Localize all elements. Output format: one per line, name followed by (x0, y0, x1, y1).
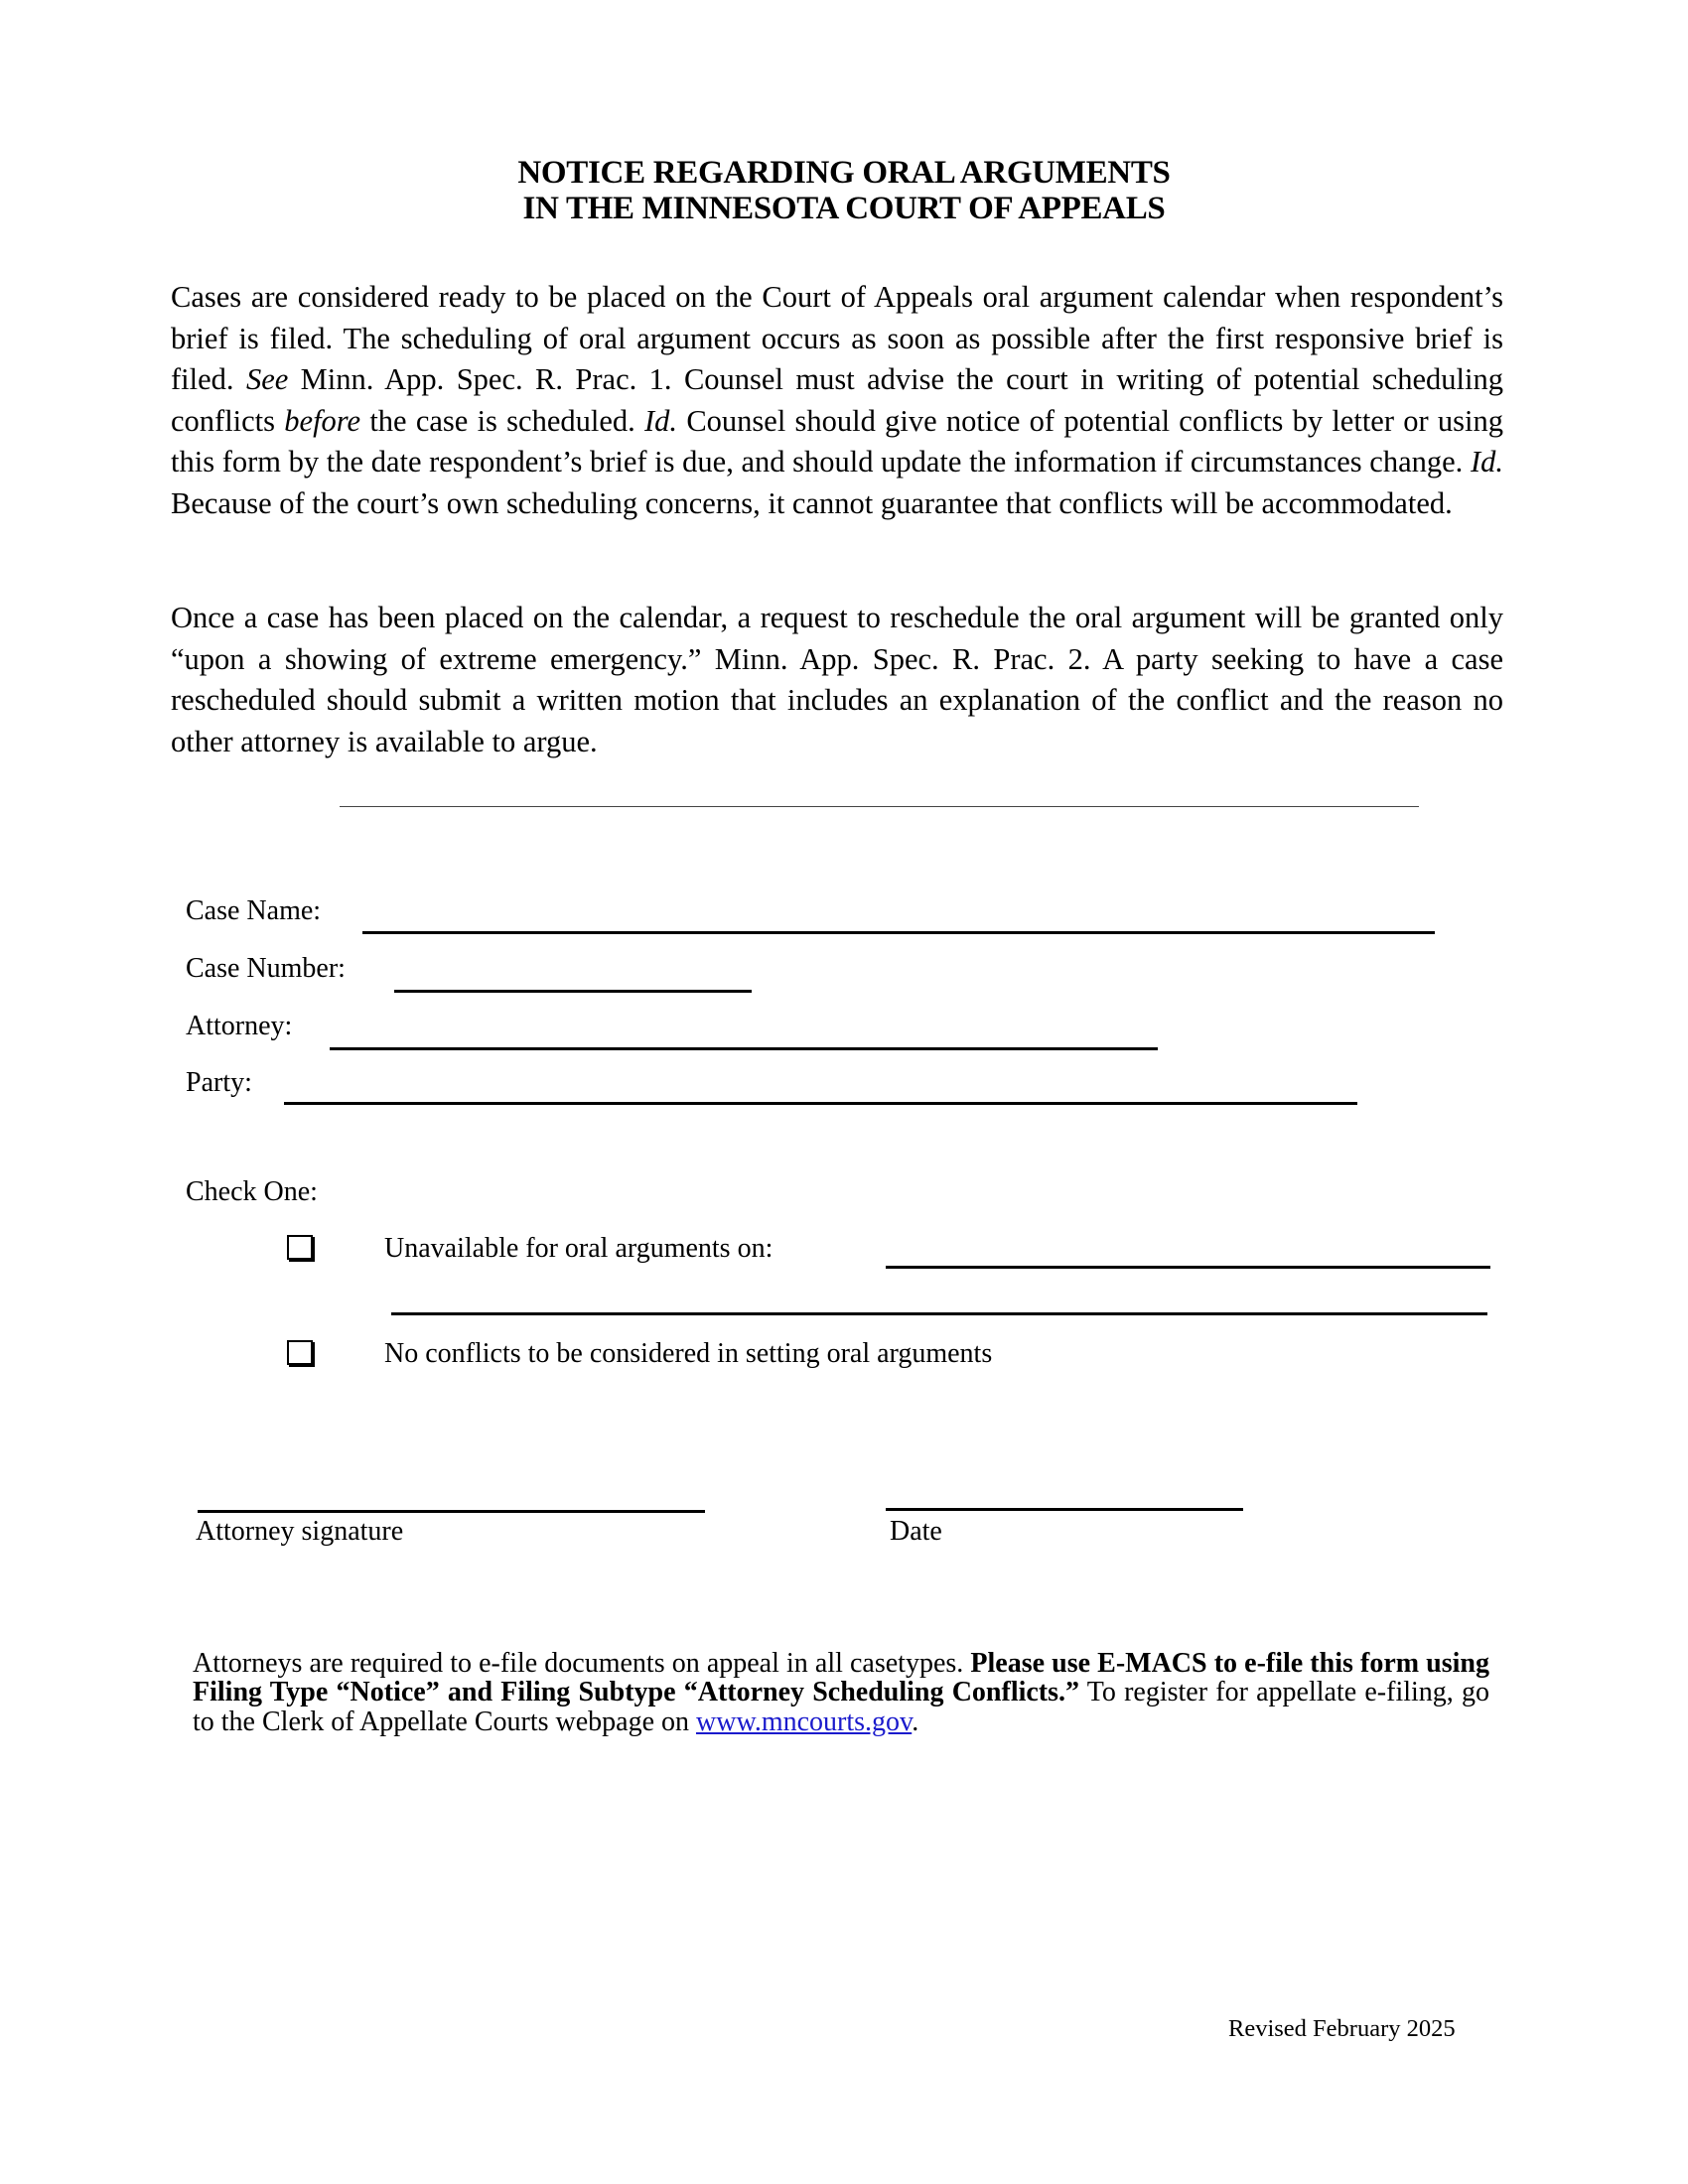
revision-note: Revised February 2025 (1228, 2015, 1456, 2042)
unavailable-dates-field[interactable] (886, 1266, 1490, 1269)
efile-instructions (193, 1649, 1489, 1736)
date-field[interactable] (886, 1508, 1243, 1511)
italic-before: before (284, 403, 361, 438)
case-name-label: Case Name: (186, 895, 322, 926)
no-conflicts-label: No conflicts to be considered in setting oral arguments (384, 1338, 993, 1369)
party-field[interactable] (284, 1102, 1357, 1105)
text-span: Minn. App. Spec. R. Prac. 1. Counsel must advise the court in writing of potential scheduling conflicts (171, 362, 1503, 438)
attorney-field[interactable] (330, 1047, 1158, 1050)
attorney-signature-field[interactable] (198, 1510, 705, 1513)
page-title (0, 155, 1688, 226)
text-span: Attorneys are required to e-file documents on appeal in all casetypes. (193, 1648, 971, 1679)
party-label: Party: (186, 1067, 252, 1098)
date-label: Date (890, 1516, 942, 1547)
mncourts-link[interactable]: www.mncourts.gov (696, 1706, 913, 1737)
check-one-label: Check One: (186, 1176, 318, 1207)
unavailable-label: Unavailable for oral arguments on: (384, 1233, 774, 1264)
section-divider (340, 806, 1419, 807)
italic-id: Id. (1470, 445, 1503, 478)
reschedule-paragraph: Once a case has been placed on the calendar, a request to reschedule the oral argument will be granted only “upon a showing of extreme emergency.” Minn. App. Spec. R. Prac. 2. A party seeking to have a case rescheduled should submit a written motion that includes an explanation of the conflict and the reason no other attorney is available to argue. (171, 601, 1503, 758)
efile-bold-instruction: Please use E-MACS to e-file this form using Filing Type “Notice” and Filing Subtype “Attorney Scheduling Conflicts.” (193, 1648, 1490, 1708)
case-number-label: Case Number: (186, 953, 346, 984)
intro-paragraph (171, 277, 1503, 524)
text-span: Counsel should give notice of potential conflicts by letter or using this form by the date respondent’s brief is due, and should update the information if circumstances change. (171, 403, 1503, 478)
text-span: Cases are considered ready to be placed on the Court of Appeals oral argument calendar when respondent’s brief is filed. The scheduling of oral argument occurs as soon as possible after the first responsive brief is filed. (171, 280, 1503, 396)
text-span: . (912, 1706, 919, 1737)
text-span: To register for appellate e-filing, go to the Clerk of Appellate Courts webpage on (193, 1677, 1489, 1737)
italic-id: Id. (644, 403, 678, 438)
title-line-1: NOTICE REGARDING ORAL ARGUMENTS (517, 155, 1171, 191)
case-name-field[interactable] (362, 931, 1435, 934)
italic-see: See (245, 362, 289, 396)
attorney-signature-label: Attorney signature (196, 1516, 404, 1547)
unavailable-dates-field-line-2[interactable] (391, 1312, 1487, 1315)
attorney-label: Attorney: (186, 1011, 293, 1041)
unavailable-checkbox[interactable] (287, 1235, 313, 1260)
case-number-field[interactable] (394, 990, 752, 993)
title-line-2: IN THE MINNESOTA COURT OF APPEALS (522, 191, 1166, 226)
text-span: the case is scheduled. (360, 403, 645, 438)
no-conflicts-checkbox[interactable] (287, 1340, 313, 1365)
text-span: Because of the court’s own scheduling concerns, it cannot guarantee that conflicts will be accommodated. (171, 485, 1453, 520)
